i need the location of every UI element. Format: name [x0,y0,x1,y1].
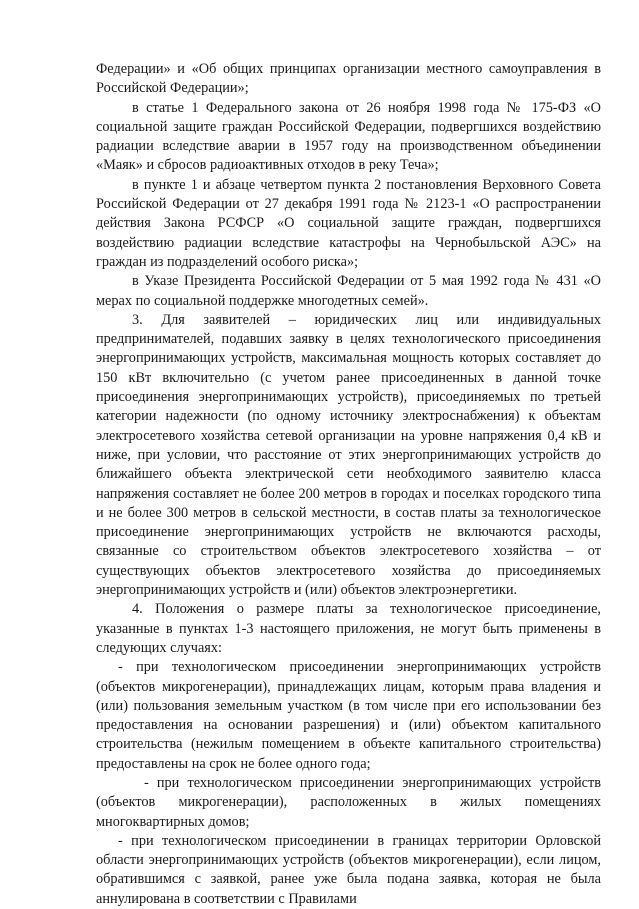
paragraph-item-4: 4. Положения о размере платы за технологическое присоединение, указанные в пунктах 1-3 настоящего приложения, не могут быть применены в следующих случаях: [96,601,601,656]
paragraph-item-3: 3. Для заявителей – юридических лиц или индивидуальных предпринимателей, подавших заявку в целях технологического присоединения энергопринимающих устройств, максимальная мощность которых составляет до 150 кВт включительно (с учетом ранее присоединенных в данной точке присоединения энергопринимающих устройств), присоединяемых по третьей категории надежности (по одному источнику электроснабжения) к объектам электросетевого хозяйства сетевой организации на уровне напряжения 0,4 кВ и ниже, при условии, что расстояние от этих энергопринимающих устройств до ближайшего объекта электрической сети необходимого заявителю класса напряжения составляет не более 200 метров в городах и поселках городского типа и не более 300 метров в сельской местности, в состав платы за технологическое присоединение энергопринимающих устройств не включаются расходы, связанные со строительством объектов электросетевого хозяйства – от существующих объектов электросетевого хозяйства до присоединяемых энергопринимающих устройств и (или) объектов электроэнергетики. [96,311,601,599]
list-item-dash-1: - при технологическом присоединении энергопринимающих устройств (объектов микрогенерации), принадлежащих лицам, которым права владения и (или) пользования земельным участком (в том числе при его использовании без предоставления на основании разрешения) и (или) объектом капитального строительства (нежилым помещением в объекте капитального строительства) предоставлены на срок не более одного года; [96,659,601,772]
document-body [96,60,601,909]
paragraph-decree-431: в Указе Президента Российской Федерации от 5 мая 1992 года № 431 «О мерах по социальной поддержке многодетных семей». [96,273,601,309]
paragraph-law-175fz: в статье 1 Федерального закона от 26 ноября 1998 года № 175-ФЗ «О социальной защите граждан Российской Федерации, подвергшихся воздействию радиации вследствие аварии в 1957 году на производственном объединении «Маяк» и сбросов радиоактивных отходов в реку Теча»; [96,99,601,174]
list-item-dash-3: - при технологическом присоединении в границах территории Орловской области энергопринимающих устройств (объектов микрогенерации), если лицом, обратившимся с заявкой, ранее уже была подана заявка, которая не была аннулирована в соответствии с Правилами [96,832,601,907]
list-item-dash-2: - при технологическом присоединении энергопринимающих устройств (объектов микрогенерации), расположенных в жилых помещениях многоквартирных домов; [96,774,601,830]
paragraph-continuation: Федерации» и «Об общих принципах организации местного самоуправления в Российской Федерации»; [96,61,601,97]
paragraph-resolution-2123-1: в пункте 1 и абзаце четвертом пункта 2 постановления Верховного Совета Российской Федерации от 27 декабря 1991 года № 2123-1 «О распространении действия Закона РСФСР «О социальной защите граждан, подвергшихся воздействию радиации вследствие катастрофы на Чернобыльской АЭС» на граждан из подразделений особого риска»; [96,176,601,270]
